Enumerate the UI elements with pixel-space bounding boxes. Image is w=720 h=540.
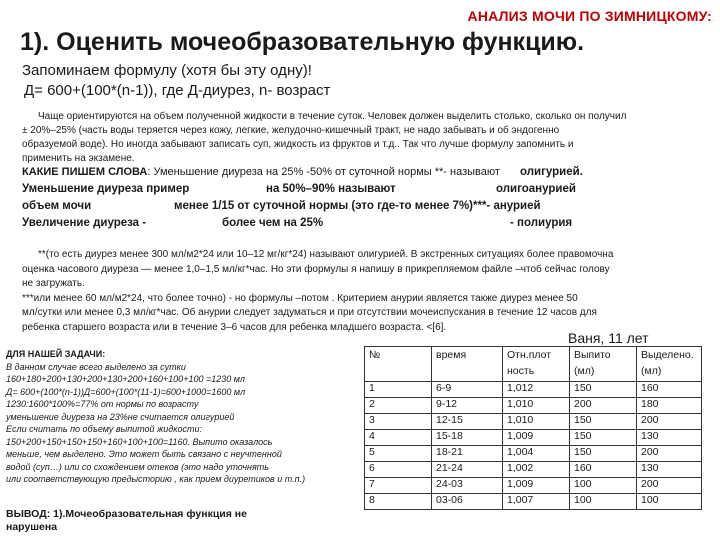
definition-text: на 50%–90% называют [266, 183, 396, 195]
intro-paragraph [22, 110, 702, 166]
table-cell: 200 [637, 414, 702, 430]
task-line: 1230:1600*100%=77% от нормы по возрасту [6, 399, 199, 409]
table-cell: 1,002 [503, 462, 570, 478]
table-cell: 1,010 [503, 398, 570, 414]
table-cell: 200 [570, 398, 637, 414]
slide-top-title: АНАЛИЗ МОЧИ ПО ЗИМНИЦКОМУ: [467, 8, 712, 24]
table-row [365, 478, 702, 494]
table-header-cell: № [365, 347, 432, 382]
definitions-label: КАКИЕ ПИШЕМ СЛОВА [22, 166, 148, 178]
table-header-cell: Выделено. (мл) [637, 347, 702, 382]
table-cell: 3 [365, 414, 432, 430]
definition-text: : Уменьшение диуреза на 25% -50% от суточной нормы **- называют [147, 166, 500, 178]
table-cell: 150 [570, 414, 637, 430]
table-header-cell: Выпито (мл) [570, 347, 637, 382]
definition-text: объем мочи [22, 200, 92, 212]
task-line: или соответствующую предысторию , как прием диуретиков и т.п.) [6, 474, 306, 484]
definition-anuria: менее 1/15 от суточной нормы (это где-то менее 7%)***- анурией [174, 200, 541, 212]
table-cell: 03-06 [432, 494, 503, 510]
table-cell: 100 [570, 478, 637, 494]
table-cell: 2 [365, 398, 432, 414]
paragraph-line: ± 20%–25% (часть воды теряется через кожу, легкие, желудочно-кишечный тракт, не надо забывать и об эндогенно [22, 125, 560, 136]
table-cell: 1,009 [503, 430, 570, 446]
footnote-line: **(то есть диурез менее 300 мл/м2*24 или 10–12 мг/кг*24) называют олигурией. В экстренных ситуациях более правомочна [38, 249, 614, 260]
formula-intro: Запоминаем формулу (хотя бы эту одну)! [22, 62, 312, 79]
table-cell: 15-18 [432, 430, 503, 446]
table-cell: 1,009 [503, 478, 570, 494]
table-row [365, 446, 702, 462]
task-header: ДЛЯ НАШЕЙ ЗАДАЧИ: [6, 349, 106, 359]
footnote-line: не загружать. [22, 278, 85, 289]
table-row [365, 430, 702, 446]
task-line: В данном случае всего выделено за сутки [6, 361, 186, 372]
slide-heading: 1). Оценить мочеобразовательную функцию. [20, 28, 585, 56]
table-cell: 150 [570, 382, 637, 398]
table-cell: 9-12 [432, 398, 503, 414]
footnote-line: ребенка старшего возраста или в течение 3–6 часов для ребенка младшего возраста. <[6]. [22, 321, 447, 333]
formula: Д= 600+(100*(n-1)), где Д-диурез, n- возраст [24, 82, 331, 99]
definition-text: Уменьшение диуреза пример [22, 183, 190, 195]
table-cell: 100 [637, 494, 702, 510]
table-row [365, 494, 702, 510]
table-cell: 160 [637, 382, 702, 398]
verdict-line: ВЫВОД: 1).Мочеобразовательная функция не [6, 508, 247, 520]
table-cell: 200 [637, 446, 702, 462]
task-line: Д= 600+(100*(n-1))Д=600+(100*(11-1)=600+1000=1600 мл [6, 386, 246, 397]
table-cell: 8 [365, 494, 432, 510]
table-cell: 100 [570, 494, 637, 510]
footnotes [22, 248, 702, 335]
table-cell: 1 [365, 382, 432, 398]
task-line: 160+180+200+130+200+130+200+160+100+100 =1230 мл [6, 374, 245, 384]
table-cell: 1,007 [503, 494, 570, 510]
zimnitsky-table [364, 346, 702, 510]
table-row [365, 462, 702, 478]
table-cell: 150 [570, 430, 637, 446]
definition-text: более чем на 25% [222, 217, 324, 229]
table-cell: 200 [637, 478, 702, 494]
table-cell: 160 [570, 462, 637, 478]
table-cell: 1,004 [503, 446, 570, 462]
term-polyuria: - полиурия [510, 217, 573, 229]
table-cell: 130 [637, 430, 702, 446]
paragraph-line: применить на экзамене. [22, 153, 135, 164]
definition-text: Увеличение диуреза - [22, 217, 147, 229]
paragraph-line: Чаще ориентируются на объем полученной жидкости в течение суток. Человек должен выделить столько, сколько он получил [38, 111, 627, 122]
table-cell: 7 [365, 478, 432, 494]
task-block [6, 348, 352, 486]
table-cell: 1,012 [503, 382, 570, 398]
table-header-cell: Отн.плот ность [503, 347, 570, 382]
task-line: уменьшение диуреза на 23%не считается олигурией [6, 411, 235, 422]
task-line: меньше, чем выделено. Это может быть связано с неучтенной [6, 449, 282, 459]
definition-row-oliguria [22, 166, 500, 178]
table-cell: 18-21 [432, 446, 503, 462]
table-cell: 24-03 [432, 478, 503, 494]
footnote-line: оценка часового диуреза — менее 1,0–1,5 мл/кг*час. Но эти формулы я напишу в прикрепляемом файле –чтоб сейчас голову [22, 263, 610, 275]
term-oligoanuria: олигоанурией [496, 183, 576, 195]
table-cell: 6-9 [432, 382, 503, 398]
table-cell: 150 [570, 446, 637, 462]
task-line: 150+200+150+150+150+160+100+100=1160. Выпито оказалось [6, 436, 273, 447]
table-row [365, 398, 702, 414]
table-header-cell: время [432, 347, 503, 382]
footnote-line: мл/сутки или менее 0,3 мл/кг*час. Об анурии следует задуматься и при отсутствии мочеиспускания в течение 12 часов для [22, 307, 597, 318]
table-header-row [365, 347, 702, 382]
table-cell: 6 [365, 462, 432, 478]
table-row [365, 414, 702, 430]
table-row [365, 382, 702, 398]
table-cell: 12-15 [432, 414, 503, 430]
table-cell: 130 [637, 462, 702, 478]
verdict-line: нарушена [6, 521, 58, 533]
footnote-line: ***или менее 60 мл/м2*24, что более точно) - но формулы –потом . Критерием анурии является также диурез менее 50 [22, 292, 578, 304]
paragraph-line: образуемой воде). Но иногда забывают записать суп, жидкость из фруктов и т.д.. Так что лучше формулу запомнить и [22, 139, 574, 150]
task-line: водой (суп…) или со схождением отеков (это надо уточнять [6, 461, 270, 472]
task-line: Если считать по объему выпитой жидкости: [6, 424, 202, 434]
table-cell: 1,010 [503, 414, 570, 430]
table-cell: 4 [365, 430, 432, 446]
table-cell: 5 [365, 446, 432, 462]
patient-label: Ваня, 11 лет [568, 330, 649, 346]
verdict [6, 508, 247, 534]
table-cell: 21-24 [432, 462, 503, 478]
table-cell: 180 [637, 398, 702, 414]
term-oliguria: олигурией. [520, 166, 583, 178]
